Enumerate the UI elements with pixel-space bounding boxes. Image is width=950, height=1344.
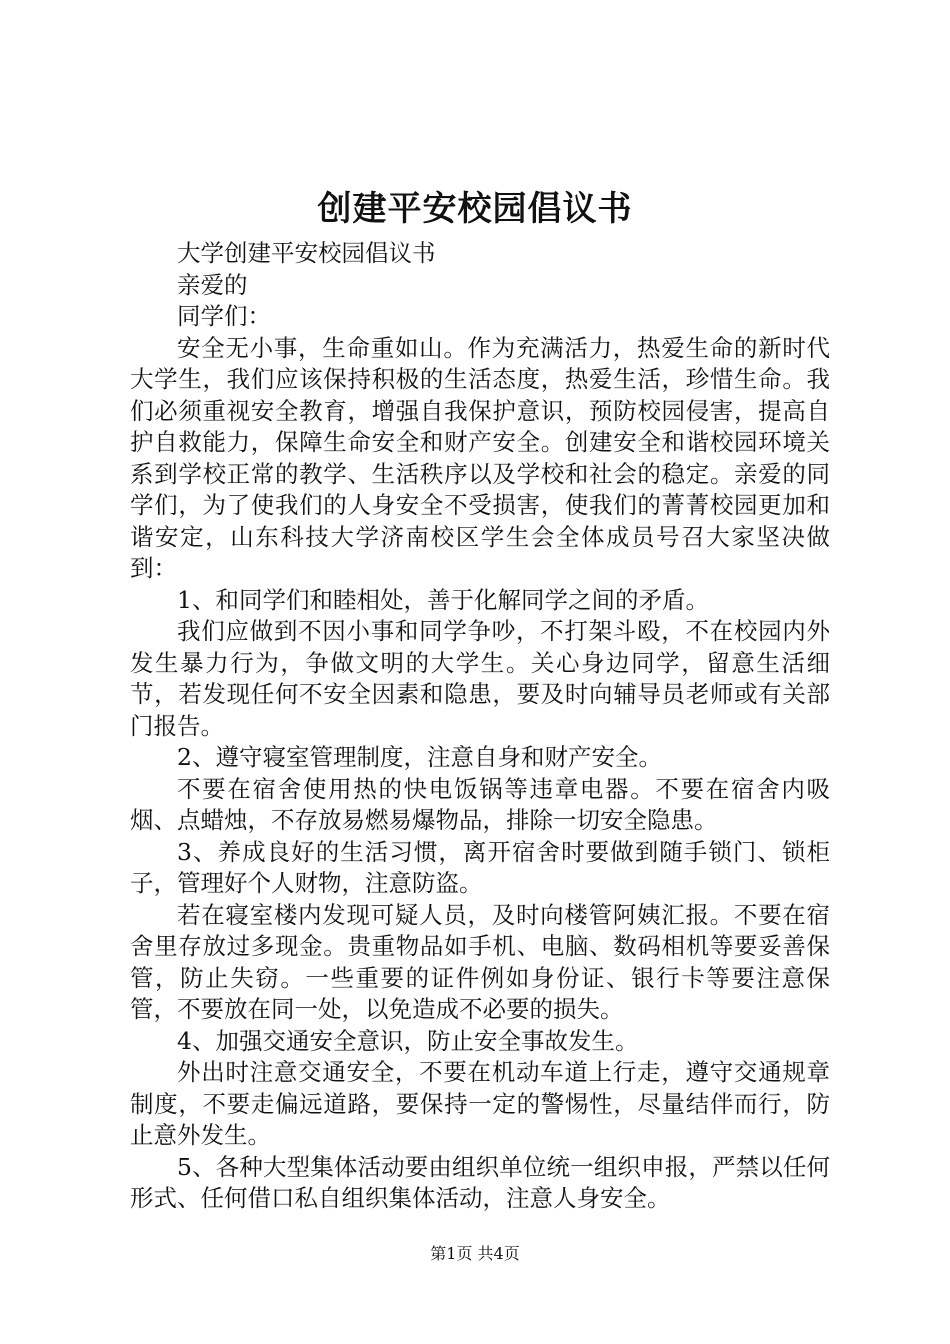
body-paragraph: 我们应做到不因小事和同学争吵，不打架斗殴，不在校园内外发生暴力行为，争做文明的大学生。关心身边同学，留意生活细节，若发现任何不安全因素和隐患，要及时向辅导员老师或有关部门报告。 [130,617,830,740]
salutation-line: 同学们： [177,302,271,330]
body-paragraph: 外出时注意交通安全，不要在机动车道上行走，遵守交通规章制度，不要走偏远道路，要保持一定的警惕性，尽量结伴而行，防止意外发生。 [130,1058,830,1149]
numbered-item: 5、各种大型集体活动要由组织单位统一组织申报，严禁以任何形式、任何借口私自组织集体活动，注意人身安全。 [130,1152,830,1212]
body-paragraph: 若在寝室楼内发现可疑人员，及时向楼管阿姨汇报。不要在宿舍里存放过多现金。贵重物品如手机、电脑、数码相机等要妥善保管，防止失窃。一些重要的证件例如身份证、银行卡等要注意保管，不要放在同一处，以免造成不必要的损失。 [130,900,830,1023]
body-paragraph: 不要在宿舍使用热的快电饭锅等违章电器。不要在宿舍内吸烟、点蜡烛，不存放易燃易爆物品，排除一切安全隐患。 [130,774,830,834]
numbered-item: 4、加强交通安全意识，防止安全事故发生。 [177,1026,639,1055]
salutation-line: 亲爱的 [177,270,248,299]
document-body [130,238,830,1215]
numbered-item: 3、养成良好的生活习惯，离开宿舍时要做到随手锁门、锁柜子，管理好个人财物，注意防盗。 [130,837,830,897]
page-number-footer: 第1页 共4页 [430,1244,520,1263]
document-title: 创建平安校园倡议书 [317,189,633,229]
numbered-item: 2、遵守寝室管理制度，注意自身和财产安全。 [177,743,662,771]
body-paragraph: 安全无小事，生命重如山。作为充满活力，热爱生命的新时代大学生，我们应该保持积极的生活态度，热爱生活，珍惜生命。我们必须重视安全教育，增强自我保护意识，预防校园侵害，提高自护自救能力，保障生命安全和财产安全。创建安全和谐校园环境关系到学校正常的教学、生活秩序以及学校和社会的稳定。亲爱的同学们，为了使我们的人身安全不受损害，使我们的菁菁校园更加和谐安定，山东科技大学济南校区学生会全体成员号召大家坚决做到： [130,333,830,582]
subtitle-line: 大学创建平安校园倡议书 [177,239,436,267]
numbered-item: 1、和同学们和睦相处，善于化解同学之间的矛盾。 [177,585,709,614]
